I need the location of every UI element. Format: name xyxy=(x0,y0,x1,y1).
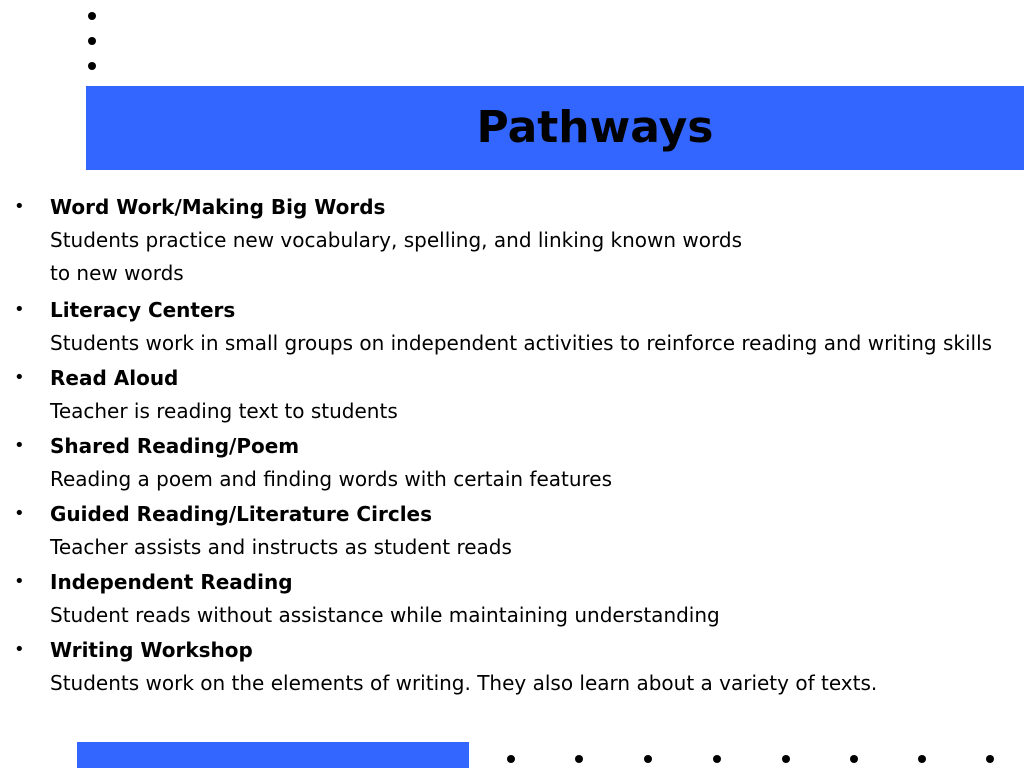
decorative-dot xyxy=(713,755,721,763)
bullet-icon: • xyxy=(14,571,25,592)
list-item xyxy=(0,633,1024,701)
decorative-dot xyxy=(88,12,96,20)
item-description: Student reads without assistance while maintaining understanding xyxy=(50,603,720,627)
item-heading: Read Aloud xyxy=(50,366,179,390)
item-description: Teacher assists and instructs as student reads xyxy=(50,535,512,559)
item-heading: Guided Reading/Literature Circles xyxy=(50,502,433,526)
list-item xyxy=(0,429,1024,497)
item-heading: Independent Reading xyxy=(50,570,293,594)
item-heading: Literacy Centers xyxy=(50,298,236,322)
decorative-dots-top xyxy=(88,10,100,74)
list-item xyxy=(0,190,1024,293)
item-description: Students work in small groups on independent activities to reinforce reading and writing skills xyxy=(50,331,993,355)
list-item xyxy=(0,497,1024,565)
item-description: Reading a poem and finding words with certain features xyxy=(50,467,613,491)
bullet-icon: • xyxy=(14,639,25,660)
decorative-dots-bottom xyxy=(507,755,1007,765)
bullet-icon: • xyxy=(14,435,25,456)
item-heading: Word Work/Making Big Words xyxy=(50,195,386,219)
decorative-dot xyxy=(644,755,652,763)
decorative-dot xyxy=(88,62,96,70)
decorative-dot xyxy=(507,755,515,763)
decorative-dot xyxy=(986,755,994,763)
bullet-icon: • xyxy=(14,299,25,320)
title-band xyxy=(86,86,1024,170)
item-description: Students practice new vocabulary, spelling, and linking known words xyxy=(50,228,742,252)
list-item xyxy=(0,293,1024,361)
decorative-dot xyxy=(88,37,96,45)
list-item xyxy=(0,361,1024,429)
item-description: to new words xyxy=(50,261,184,285)
item-description: Teacher is reading text to students xyxy=(50,399,398,423)
list-item xyxy=(0,565,1024,633)
item-description: Students work on the elements of writing. They also learn about a variety of texts. xyxy=(50,671,878,695)
bullet-icon: • xyxy=(14,196,25,217)
bullet-icon: • xyxy=(14,503,25,524)
item-heading: Writing Workshop xyxy=(50,638,253,662)
decorative-dot xyxy=(782,755,790,763)
bullet-icon: • xyxy=(14,367,25,388)
decorative-dot xyxy=(575,755,583,763)
accent-band-bottom xyxy=(77,742,469,768)
slide-title: Pathways xyxy=(476,102,714,153)
item-heading: Shared Reading/Poem xyxy=(50,434,300,458)
decorative-dot xyxy=(918,755,926,763)
decorative-dot xyxy=(850,755,858,763)
bullet-list xyxy=(0,190,1024,701)
